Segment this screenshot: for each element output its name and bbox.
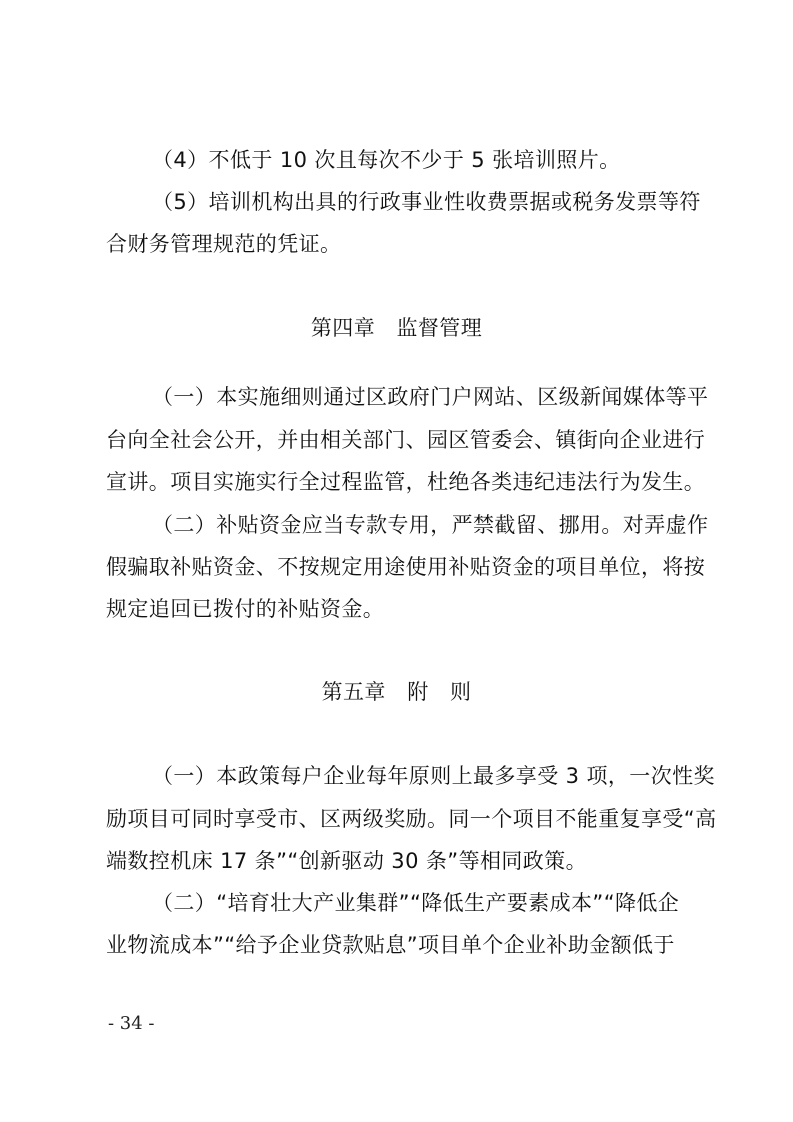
chapter-4-item-1-line-3: 宣讲。项目实施实行全过程监管，杜绝各类违纪违法行为发生。 (106, 470, 706, 494)
page-number: - 34 - (108, 1013, 155, 1034)
chapter-4-heading: 第四章 监督管理 (310, 316, 483, 340)
chapter-4-item-2-line-2: 假骗取补贴资金、不按规定用途使用补贴资金的项目单位，将按 (106, 555, 706, 579)
paragraph-item-5-line-2: 合财务管理规范的凭证。 (106, 232, 342, 256)
chapter-5-item-1-line-3: 端数控机床 17 条”“创新驱动 30 条”等相同政策。 (106, 849, 587, 873)
chapter-5-item-1-line-1: （一）本政策每户企业每年原则上最多享受 3 项，一次性奖 (152, 764, 715, 788)
chapter-4-item-2-line-3: 规定追回已拨付的补贴资金。 (106, 597, 385, 621)
chapter-5-item-2-line-2: 业物流成本”“给予企业贷款贴息”项目单个企业补助金额低于 (106, 933, 675, 957)
chapter-4-item-2-line-1: （二）补贴资金应当专款专用，严禁截留、挪用。对弄虚作 (152, 513, 709, 537)
chapter-5-item-1-line-2: 励项目可同时享受市、区两级奖励。同一个项目不能重复享受“高 (106, 807, 717, 831)
chapter-4-item-1-line-1: （一）本实施细则通过区政府门户网站、区级新闻媒体等平 (152, 385, 709, 409)
chapter-4-item-1-line-2: 台向全社会公开，并由相关部门、园区管委会、镇街向企业进行 (106, 428, 706, 452)
paragraph-item-5-line-1: （5）培训机构出具的行政事业性收费票据或税务发票等符 (152, 190, 701, 214)
chapter-5-item-2-line-1: （二）“培育壮大产业集群”“降低生产要素成本”“降低企 (152, 891, 680, 915)
chapter-5-heading: 第五章 附 则 (321, 680, 472, 704)
paragraph-item-4-line-1: （4）不低于 10 次且每次不少于 5 张培训照片。 (152, 148, 621, 172)
